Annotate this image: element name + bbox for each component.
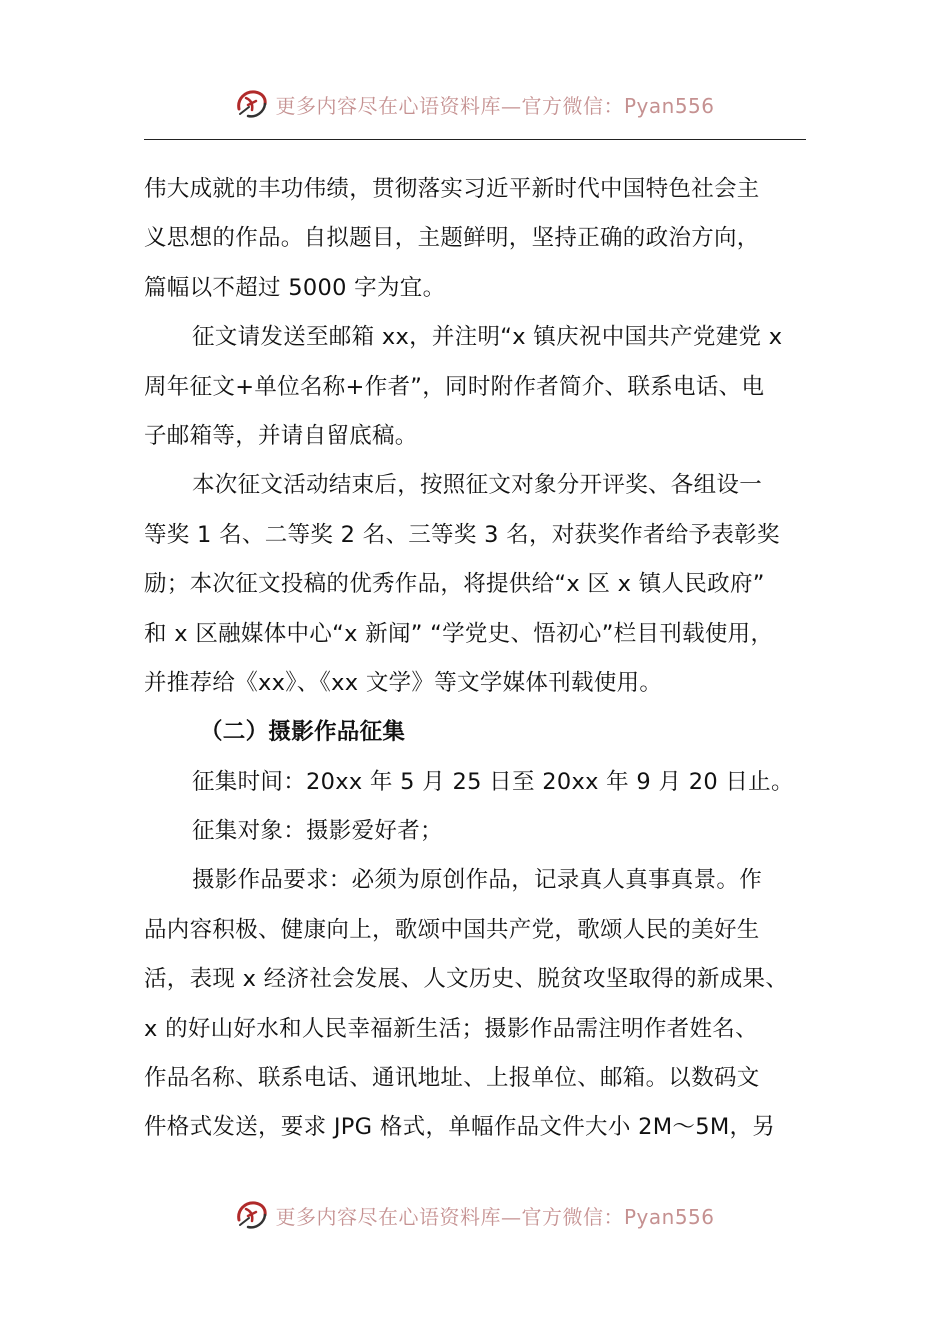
section-heading: （二）摄影作品征集 (200, 719, 406, 746)
footer-watermark (0, 1195, 950, 1235)
document-body (144, 165, 824, 1153)
paragraph-line: 征集时间：20xx 年 5 月 25 日至 20xx 年 9 月 20 日止。 (192, 768, 794, 795)
watermark-wechat-id: Pyan556 (623, 93, 715, 118)
paragraph-line: 本次征文活动结束后，按照征文对象分开评奖、各组设一 (192, 472, 763, 499)
watermark-text-cn: 更多内容尽在心语资料库—官方微信： (275, 93, 624, 118)
paragraph-line: 件格式发送，要求 JPG 格式，单幅作品文件大小 2M～5M，另 (144, 1114, 776, 1141)
paragraph-line: 励；本次征文投稿的优秀作品，将提供给“x 区 x 镇人民政府” (144, 571, 765, 598)
paragraph-line: 作品名称、联系电话、通讯地址、上报单位、邮箱。以数码文 (144, 1065, 760, 1092)
paragraph-line: 活，表现 x 经济社会发展、人文历史、脱贫攻坚取得的新成果、 (144, 966, 789, 993)
paragraph-line: 品内容积极、健康向上，歌颂中国共产党，歌颂人民的美好生 (144, 916, 760, 943)
paragraph-line: 和 x 区融媒体中心“x 新闻” “学党史、悟初心”栏目刊载使用， (144, 620, 774, 647)
paragraph-line: 伟大成就的丰功伟绩，贯彻落实习近平新时代中国特色社会主 (144, 176, 760, 202)
paragraph-line: 征集对象：摄影爱好者； (192, 818, 443, 845)
paragraph-line: 周年征文+单位名称+作者”，同时附作者简介、联系电话、电 (144, 373, 765, 400)
paragraph-line: x 的好山好水和人民幸福新生活；摄影作品需注明作者姓名、 (144, 1015, 758, 1042)
paragraph-line: 等奖 1 名、二等奖 2 名、三等奖 3 名，对获奖作者给予表彰奖 (144, 521, 780, 548)
paragraph-line: 篇幅以不超过 5000 字为宜。 (144, 274, 446, 301)
watermark-text-cn: 更多内容尽在心语资料库—官方微信： (275, 1204, 624, 1229)
brand-logo-icon (235, 1198, 269, 1232)
watermark-text (275, 1201, 714, 1230)
paragraph-line: 并推荐给《xx》、《xx 文学》等文学媒体刊载使用。 (144, 669, 663, 696)
watermark-text (275, 90, 714, 119)
watermark-wechat-id: Pyan556 (623, 1204, 715, 1229)
header-watermark (0, 84, 950, 124)
paragraph-line: 子邮箱等，并请自留底稿。 (144, 422, 418, 449)
paragraph-line: 征文请发送至邮箱 xx，并注明“x 镇庆祝中国共产党建党 x (192, 324, 783, 351)
brand-logo-icon (235, 87, 269, 121)
paragraph-line: 摄影作品要求：必须为原创作品，记录真人真事真景。作 (192, 867, 763, 894)
header-divider (144, 139, 806, 140)
paragraph-line: 义思想的作品。自拟题目，主题鲜明，坚持正确的政治方向， (144, 225, 760, 252)
